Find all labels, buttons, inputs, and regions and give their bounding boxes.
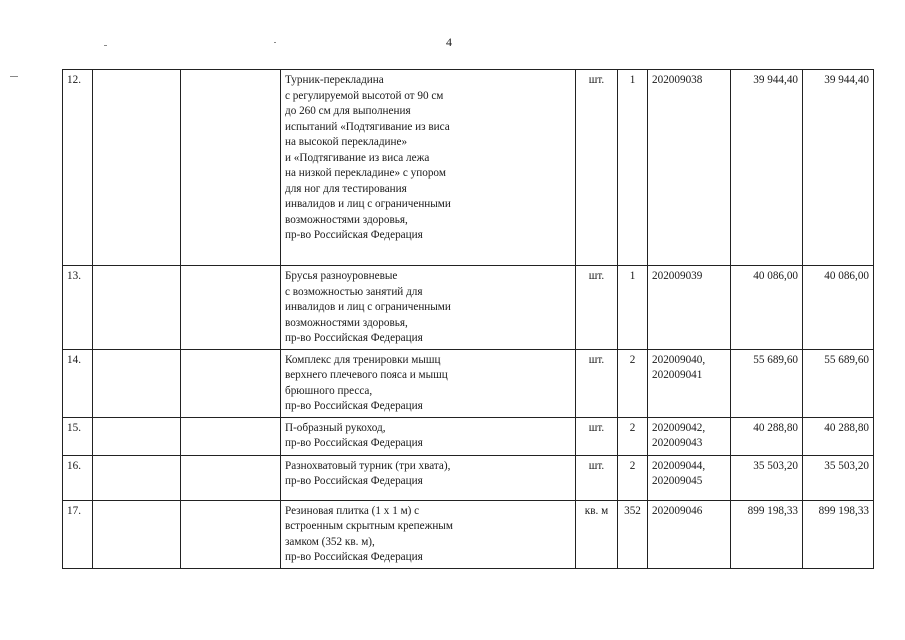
price-cell [731, 70, 803, 266]
description-line: Турник-перекладина [285, 74, 384, 86]
description-line: Брусья разноуровневые [285, 270, 398, 282]
description-line: пр-во Российская Федерация [285, 400, 423, 412]
table-row [63, 70, 874, 266]
scan-speck [274, 42, 276, 43]
quantity-cell [618, 500, 648, 568]
row-number: 15. [67, 421, 81, 434]
inventory-code-cell [648, 266, 731, 350]
total-value: 39 944,40 [824, 74, 869, 86]
description-line: возможностями здоровья, [285, 316, 408, 329]
description-line: пр-во Российская Федерация [285, 475, 423, 487]
empty-cell [93, 500, 181, 568]
total-cell [803, 70, 874, 266]
unit-value: шт. [588, 74, 605, 86]
quantity-value: 352 [624, 504, 641, 517]
empty-cell [93, 349, 181, 417]
inventory-code: 202009041 [652, 369, 703, 381]
row-number: 16. [67, 459, 81, 472]
total-cell [803, 455, 874, 500]
empty-cell [93, 266, 181, 350]
description-line: пр-во Российская Федерация [285, 551, 423, 563]
description-line: пр-во Российская Федерация [285, 229, 423, 241]
total-value: 35 503,20 [824, 459, 869, 472]
description-line: до 260 см для выполнения [285, 105, 411, 117]
page-number: 4 [446, 35, 452, 49]
row-number-cell [63, 500, 93, 568]
empty-cell [181, 349, 281, 417]
empty-cell [181, 500, 281, 568]
unit-value: шт. [588, 421, 605, 434]
empty-cell [93, 70, 181, 266]
inventory-code-cell [648, 349, 731, 417]
description-cell [281, 455, 576, 500]
description-line: пр-во Российская Федерация [285, 437, 423, 449]
inventory-code: 202009040, [652, 353, 706, 366]
description-line: встроенным скрытным крепежным [285, 520, 453, 532]
quantity-value: 2 [629, 459, 636, 472]
description-line: на высокой перекладине» [285, 136, 408, 148]
empty-cell [181, 70, 281, 266]
price-value: 55 689,60 [753, 353, 798, 366]
total-cell [803, 417, 874, 455]
description-line: и «Подтягивание из виса лежа [285, 151, 430, 164]
description-line: Резиновая плитка (1 х 1 м) с [285, 504, 420, 517]
description-line: брюшного пресса, [285, 384, 373, 397]
row-number-cell [63, 417, 93, 455]
inventory-code: 202009039 [652, 270, 703, 282]
unit-value: шт. [588, 353, 605, 366]
scan-speck [10, 76, 18, 77]
description-cell [281, 500, 576, 568]
total-value: 40 288,80 [824, 421, 869, 434]
quantity-value: 2 [629, 421, 636, 434]
quantity-cell [618, 417, 648, 455]
description-cell [281, 70, 576, 266]
inventory-code-cell [648, 70, 731, 266]
empty-cell [93, 417, 181, 455]
unit-cell [576, 266, 618, 350]
scan-speck [104, 45, 107, 46]
inventory-code: 202009045 [652, 475, 703, 487]
description-line: пр-во Российская Федерация [285, 332, 423, 344]
table-row [63, 455, 874, 500]
table-row [63, 266, 874, 350]
row-number-cell [63, 266, 93, 350]
inventory-code: 202009043 [652, 437, 703, 449]
description-line: с возможностью занятий для [285, 285, 423, 298]
description-cell [281, 349, 576, 417]
description-line: для ног для тестирования [285, 182, 407, 195]
price-cell [731, 455, 803, 500]
quantity-cell [618, 349, 648, 417]
inventory-code: 202009042, [652, 421, 706, 434]
description-line: Комплекс для тренировки мышц [285, 353, 441, 366]
price-value: 35 503,20 [753, 459, 798, 472]
description-line: инвалидов и лиц с ограниченными [285, 198, 451, 210]
row-number-cell [63, 70, 93, 266]
total-cell [803, 266, 874, 350]
price-value: 39 944,40 [753, 74, 798, 86]
items-table [62, 69, 874, 569]
inventory-code: 202009046 [652, 504, 703, 517]
row-number-cell [63, 455, 93, 500]
total-value: 55 689,60 [824, 353, 869, 366]
description-line: на низкой перекладине» с упором [285, 167, 446, 179]
empty-cell [181, 417, 281, 455]
row-number: 12. [67, 74, 81, 86]
row-number: 13. [67, 270, 81, 282]
total-cell [803, 349, 874, 417]
description-line: возможностями здоровья, [285, 213, 408, 226]
quantity-cell [618, 70, 648, 266]
unit-cell [576, 70, 618, 266]
quantity-value: 2 [629, 353, 636, 366]
quantity-cell [618, 455, 648, 500]
unit-value: кв. м [584, 504, 609, 517]
unit-cell [576, 349, 618, 417]
inventory-code-cell [648, 455, 731, 500]
price-value: 899 198,33 [747, 504, 798, 517]
price-cell [731, 266, 803, 350]
row-number: 14. [67, 353, 81, 366]
empty-cell [181, 266, 281, 350]
inventory-code-cell [648, 500, 731, 568]
unit-value: шт. [588, 270, 605, 282]
description-line: замком (352 кв. м), [285, 535, 375, 548]
price-cell [731, 417, 803, 455]
description-line: испытаний «Подтягивание из виса [285, 120, 450, 133]
description-line: П-образный рукоход, [285, 421, 386, 434]
quantity-value: 1 [629, 74, 636, 86]
table-row [63, 500, 874, 568]
unit-cell [576, 500, 618, 568]
row-number: 17. [67, 504, 81, 517]
empty-cell [181, 455, 281, 500]
row-number-cell [63, 349, 93, 417]
total-value: 40 086,00 [824, 270, 869, 282]
description-line: Разнохватовый турник (три хвата), [285, 459, 451, 472]
unit-value: шт. [588, 459, 605, 472]
quantity-value: 1 [629, 270, 636, 282]
table-row [63, 349, 874, 417]
price-cell [731, 349, 803, 417]
price-value: 40 086,00 [753, 270, 798, 282]
unit-cell [576, 455, 618, 500]
inventory-code: 202009044, [652, 459, 706, 472]
inventory-code-cell [648, 417, 731, 455]
inventory-code: 202009038 [652, 74, 703, 86]
table-row [63, 417, 874, 455]
description-line: с регулируемой высотой от 90 см [285, 89, 444, 102]
price-value: 40 288,80 [753, 421, 798, 434]
description-cell [281, 417, 576, 455]
total-cell [803, 500, 874, 568]
unit-cell [576, 417, 618, 455]
description-cell [281, 266, 576, 350]
empty-cell [93, 455, 181, 500]
description-line: инвалидов и лиц с ограниченными [285, 301, 451, 313]
description-line: верхнего плечевого пояса и мышц [285, 369, 448, 381]
quantity-cell [618, 266, 648, 350]
total-value: 899 198,33 [818, 504, 869, 517]
price-cell [731, 500, 803, 568]
